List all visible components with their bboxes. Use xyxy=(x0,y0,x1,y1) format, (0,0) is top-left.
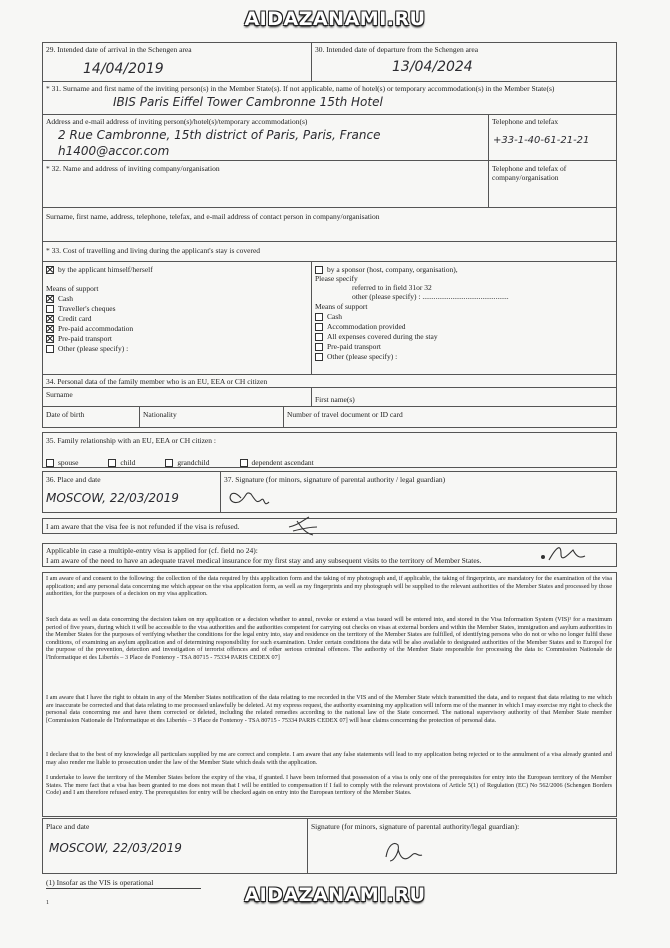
sponsor-means-item[interactable] xyxy=(315,352,438,362)
hotel-name-value[interactable]: IBIS Paris Eiffel Tower Cambronne 15th Hotel xyxy=(113,95,383,109)
field-36-label: 36. Place and date xyxy=(46,475,101,484)
signature-insurance[interactable] xyxy=(531,540,587,570)
relationship-option[interactable] xyxy=(165,458,209,467)
relationship-option[interactable] xyxy=(240,458,314,467)
sponsor-means-item-label: Accommodation provided xyxy=(327,322,406,331)
dob-label: Date of birth xyxy=(46,410,85,419)
field-29 xyxy=(42,42,312,82)
sponsor-means-item-label: All expenses covered during the stay xyxy=(327,332,438,341)
means-item-checkbox[interactable] xyxy=(46,345,54,353)
consent-p4: I declare that to the best of my knowledge all particulars supplied by me are correct and complete. I am aware that any false statements will lead to my application being rejected or to the annulment of a visa already granted and may also render me liable to prosecution under the law of the Member State which deals with the application. xyxy=(46,751,612,766)
field-35-label: 35. Family relationship with an EU, EEA or CH citizen : xyxy=(46,436,216,445)
relationship-option-label: grandchild xyxy=(177,458,210,467)
sponsor-means-item[interactable] xyxy=(315,332,438,342)
field-35 xyxy=(42,432,617,468)
final-place-label: Place and date xyxy=(46,822,90,831)
signature-fee[interactable] xyxy=(283,513,323,539)
address-box xyxy=(42,114,489,161)
fee-box xyxy=(42,518,617,534)
means-item-checkbox[interactable] xyxy=(46,305,54,313)
sponsor-box xyxy=(311,261,617,375)
surname-box xyxy=(42,387,312,407)
telephone-box xyxy=(488,114,617,161)
telephone-value[interactable]: +33-1-40-61-21-21 xyxy=(493,135,590,146)
field-37-label: 37. Signature (for minors, signature of parental authority / legal guardian) xyxy=(224,475,446,484)
first-name-label: First name(s) xyxy=(315,395,355,404)
means-item-label: Credit card xyxy=(58,314,92,323)
relationship-option-label: spouse xyxy=(58,458,79,467)
field-34-label: 34. Personal data of the family member who is an EU, EEA or CH citizen xyxy=(46,377,268,386)
final-signature-label: Signature (for minors, signature of parental authority/legal guardian): xyxy=(311,822,520,831)
right-means-label: Means of support xyxy=(315,302,368,311)
sponsor-other: other (please specify) : .............................................. xyxy=(352,292,509,301)
sponsor-means-item-label: Pre-paid transport xyxy=(327,342,381,351)
relationship-option-label: dependent ascendant xyxy=(251,458,314,467)
field-29-label: 29. Intended date of arrival in the Schengen area xyxy=(46,45,192,54)
field-36 xyxy=(42,471,221,513)
means-item-label: Other (please specify) : xyxy=(58,344,129,353)
field-34 xyxy=(42,374,617,388)
sponsor-ref: referred to in field 31or 32 xyxy=(352,283,432,292)
relationship-list xyxy=(46,452,344,470)
means-item-checkbox[interactable] xyxy=(46,335,54,343)
sponsor-means-item-label: Other (please specify) : xyxy=(327,352,398,361)
sponsor-means-item-label: Cash xyxy=(327,312,342,321)
dob-box xyxy=(42,406,140,428)
sponsor-means-item[interactable] xyxy=(315,322,438,332)
footnote: (1) Insofar as the VIS is operational xyxy=(46,878,154,887)
consent-p5: I undertake to leave the territory of the Member States before the expiry of the visa, if granted. I have been informed that possession of a visa is only one of the prerequisites for entry into the European territory of the Member States. The mere fact that a visa has been granted to me does not mean that I will be entitled to compensation if I fail to comply with the relevant provisions of Article 5(1) of Regulation (EC) No 562/2006 (Schengen Borders Code) and I am therefore refused entry. The prerequisites for entry will be checked again on entry into the European territory of the Member States. xyxy=(46,774,612,797)
self-funding-box xyxy=(42,261,312,375)
document-number-label: Number of travel document or ID card xyxy=(287,410,403,419)
telephone-label: Telephone and telefax xyxy=(492,117,559,126)
company-telephone-box xyxy=(488,160,617,208)
document-number-box xyxy=(283,406,617,428)
relationship-option-label: child xyxy=(120,458,136,467)
means-item-checkbox[interactable] xyxy=(46,295,54,303)
field-33 xyxy=(42,241,617,262)
page-mark: 1 xyxy=(46,900,49,906)
address-line1[interactable]: 2 Rue Cambronne, 15th district of Paris, Paris, France xyxy=(58,128,381,142)
relationship-option-checkbox[interactable] xyxy=(108,459,116,467)
field-31 xyxy=(42,81,617,115)
relationship-option-checkbox[interactable] xyxy=(46,459,54,467)
relationship-option[interactable] xyxy=(108,458,135,467)
final-place-value[interactable]: MOSCOW, 22/03/2019 xyxy=(49,841,182,855)
consent-p2: Such data as well as data concerning the decision taken on my application or a decision whether to annul, revoke or extend a visa issued will be entered into, and stored in the Visa Information System (VIS)¹ for a maximum period of five years, during which it will be accessible to the visa authorities and the authorities competent for carrying out checks on visas at external borders and within the Member States, immigration and asylum authorities in the Member States for the purposes of verifying whether the conditions for the legal entry into, stay and residence on the territory of the Member States are fulfilled, of identifying persons who do not or who no longer fulfil these conditions, of examining an asylum application and of determining responsibility for such examination. Under certain conditions the data will be also available to designated authorities of the Member States and to Europol for the purpose of the prevention, detection and investigation of terrorist offences and of other serious criminal offences. The authority of the Member State responsible for processing the data is: Commission Nationale de l'Informatique et des Libertés – 3 Place de Fontenoy - TSA 80715 - 75334 PARIS CEDEX 07] xyxy=(46,616,612,661)
means-item-checkbox[interactable] xyxy=(46,325,54,333)
nationality-box xyxy=(139,406,284,428)
multi-entry-box xyxy=(42,543,617,567)
fee-text: I am aware that the visa fee is not refunded if the visa is refused. xyxy=(46,522,240,531)
field-31-label: * 31. Surname and first name of the inviting person(s) in the Member State(s). If not applicable, name of hotel(s) or temporary accommodation(s) in the Member State(s) xyxy=(46,84,555,93)
surname-label: Surname xyxy=(46,390,73,399)
email-value[interactable]: h1400@accor.com xyxy=(58,144,170,158)
contact-person-label: Surname, first name, address, telephone, telefax, and e-mail address of contact person in company/organisation xyxy=(46,212,380,221)
left-means-list xyxy=(46,294,133,354)
relationship-option[interactable] xyxy=(46,458,78,467)
means-item[interactable] xyxy=(46,304,133,314)
right-means-list xyxy=(315,312,438,362)
means-item[interactable] xyxy=(46,294,133,304)
watermark-bottom: AIDAZANAMI.RU xyxy=(244,884,426,906)
sponsor-option[interactable]: by a sponsor (host, company, organisation), xyxy=(315,265,458,275)
signature-37[interactable] xyxy=(221,478,281,512)
multi-entry-label: Applicable in case a multiple-entry visa is applied for (cf. field no 24): xyxy=(46,546,258,555)
relationship-option-checkbox[interactable] xyxy=(165,459,173,467)
field-33-label: * 33. Cost of travelling and living during the applicant's stay is covered xyxy=(46,246,261,255)
field-37 xyxy=(220,471,617,513)
sponsor-means-item-checkbox[interactable] xyxy=(315,353,323,361)
means-item-label: Traveller's cheques xyxy=(58,304,116,313)
field-32-label: * 32. Name and address of inviting company/organisation xyxy=(46,164,220,173)
means-item[interactable] xyxy=(46,324,133,334)
consent-p1: I am aware of and consent to the following: the collection of the data required by this application form and the taking of my photograph and, if applicable, the taking of fingerprints, are mandatory for the examination of the visa application; and any personal data concerning me which appear on the visa application form, as well as my fingerprints and my photograph will be supplied to the relevant authorities of the Member States and processed by those authorities, for the purposes of a decision on my visa application. xyxy=(46,575,612,598)
consent-p3: I am aware that I have the right to obtain in any of the Member States notification of the data relating to me recorded in the VIS and of the Member State which transmitted the data, and to request that data relating to me which are inaccurate be corrected and that data relating to me processed unlawfully be deleted. At my express request, the authority examining my application will inform me of the manner in which I may exercise my right to check the personal data concerning me and have them corrected or deleted, including the related remedies according to the national law of the State concerned. The national supervisory authority of that Member State member [Commission Nationale de l'Informatique et des Libertés – 3 Place de Fontenoy - TSA 80715 - 75334 PARIS CEDEX 07] will hear claims concerning the protection of personal data. xyxy=(46,694,612,724)
watermark-top: AIDAZANAMI.RU xyxy=(244,8,426,30)
relationship-option-checkbox[interactable] xyxy=(240,459,248,467)
means-item[interactable] xyxy=(46,344,133,354)
final-place-box xyxy=(42,818,308,874)
arrival-date-value[interactable]: 14/04/2019 xyxy=(83,61,164,77)
self-funding-checkbox[interactable] xyxy=(46,266,54,274)
sponsor-means-item[interactable] xyxy=(315,342,438,352)
sponsor-means-item-checkbox[interactable] xyxy=(315,343,323,351)
means-item[interactable] xyxy=(46,334,133,344)
means-item[interactable] xyxy=(46,314,133,324)
address-label: Address and e-mail address of inviting person(s)/hotel(s)/temporary accommodation(s) xyxy=(46,117,308,126)
departure-date-value[interactable]: 13/04/2024 xyxy=(392,59,473,75)
sponsor-means-item[interactable] xyxy=(315,312,438,322)
consent-box xyxy=(42,572,617,817)
insurance-text: I am aware of the need to have an adequate travel medical insurance for my first stay and any subsequent visits to the territory of Member States. xyxy=(46,556,482,565)
contact-person-box xyxy=(42,207,617,242)
place-date-value[interactable]: MOSCOW, 22/03/2019 xyxy=(46,491,179,505)
final-signature-box xyxy=(307,818,617,874)
sponsor-means-item-checkbox[interactable] xyxy=(315,313,323,321)
means-item-label: Pre-paid accommodation xyxy=(58,324,134,333)
field-30 xyxy=(311,42,617,82)
means-item-label: Pre-paid transport xyxy=(58,334,112,343)
sponsor-specify: Please specify xyxy=(315,274,358,283)
field-30-label: 30. Intended date of departure from the Schengen area xyxy=(315,45,479,54)
self-funding-option[interactable]: by the applicant himself/herself xyxy=(46,265,153,275)
company-telephone-label: Telephone and telefax of company/organisation xyxy=(492,164,567,182)
sponsor-means-item-checkbox[interactable] xyxy=(315,323,323,331)
means-item-checkbox[interactable] xyxy=(46,315,54,323)
means-label: Means of support xyxy=(46,284,99,293)
field-32 xyxy=(42,160,489,208)
first-name-box xyxy=(311,387,617,407)
final-signature[interactable] xyxy=(376,831,426,871)
means-item-label: Cash xyxy=(58,294,73,303)
sponsor-means-item-checkbox[interactable] xyxy=(315,333,323,341)
nationality-label: Nationality xyxy=(143,410,177,419)
